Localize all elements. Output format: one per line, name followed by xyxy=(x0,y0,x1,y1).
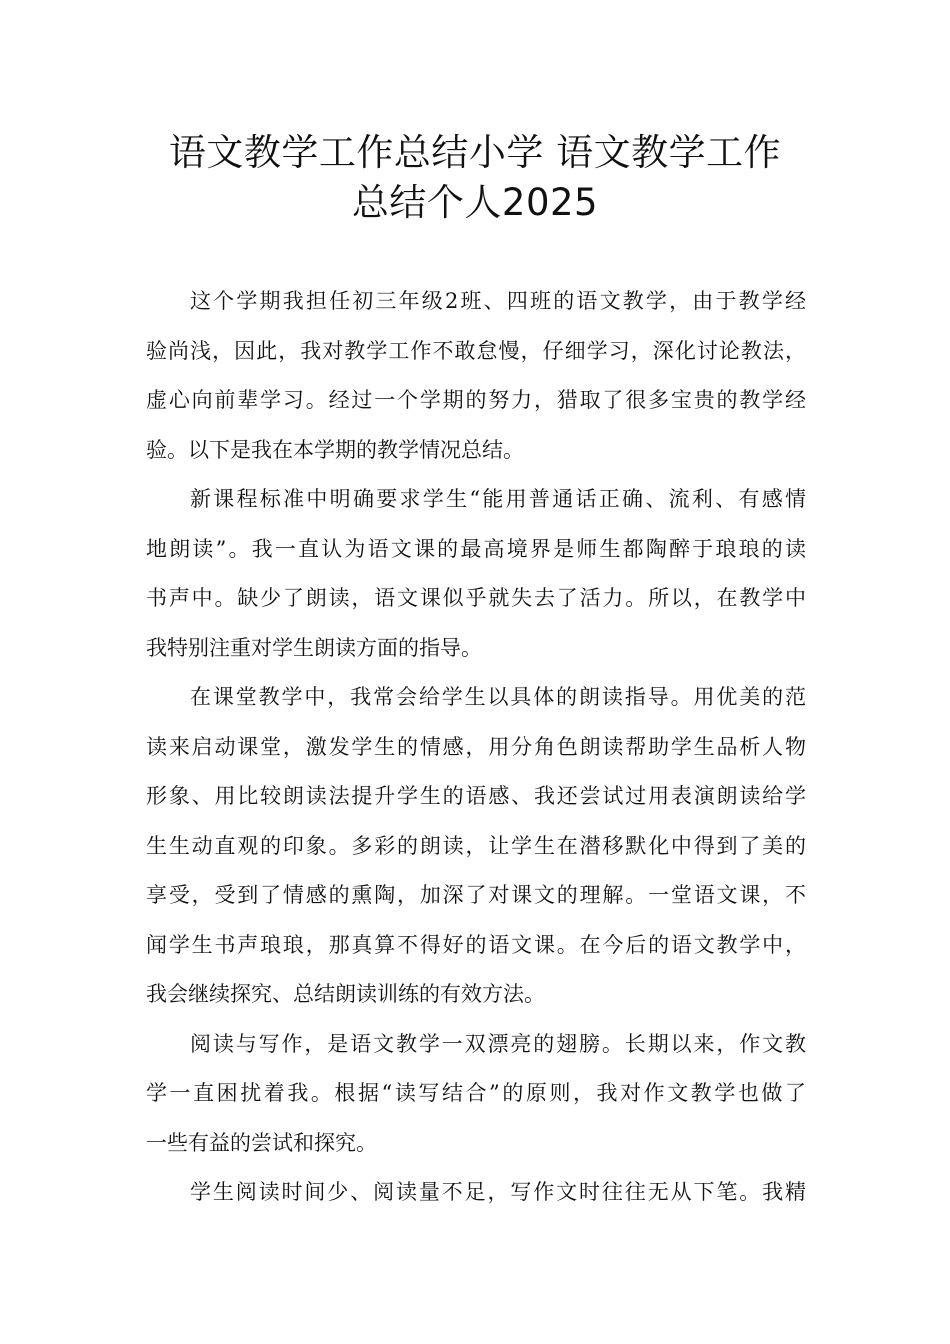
text-line: 闻学生书声琅琅，那真算不得好的语文课。在今后的语文教学中， xyxy=(146,933,806,957)
text-line: 享受，受到了情感的熏陶，加深了对课文的理解。一堂语文课，不 xyxy=(146,883,806,907)
text-line: 形象、用比较朗读法提升学生的语感、我还尝试过用表演朗读给学 xyxy=(146,784,806,808)
text-line: 我特别注重对学生朗读方面的指导。 xyxy=(146,636,482,660)
text-line: 验。以下是我在本学期的教学情况总结。 xyxy=(146,438,524,462)
text-line: 在课堂教学中，我常会给学生以具体的朗读指导。用优美的范 xyxy=(190,685,806,709)
text-line: 新课程标准中明确要求学生“能用普通话正确、流利、有感情 xyxy=(190,487,806,511)
text-line: 虚心向前辈学习。经过一个学期的努力，猎取了很多宝贵的教学经 xyxy=(146,388,806,412)
text-line: 验尚浅，因此，我对教学工作不敢怠慢，仔细学习，深化讨论教法， xyxy=(146,339,806,363)
text-line: 读来启动课堂，激发学生的情感，用分角色朗读帮助学生品析人物 xyxy=(146,735,806,759)
text-line: 我会继续探究、总结朗读训练的有效方法。 xyxy=(146,982,545,1006)
text-line: 学生阅读时间少、阅读量不足，写作文时往往无从下笔。我精 xyxy=(190,1180,806,1204)
text-line: 一些有益的尝试和探究。 xyxy=(146,1131,377,1155)
text-line: 书声中。缺少了朗读，语文课似乎就失去了活力。所以，在教学中 xyxy=(146,586,806,610)
text-line: 这个学期我担任初三年级2班、四班的语文教学，由于教学经 xyxy=(190,289,806,313)
text-line: 地朗读”。我一直认为语文课的最高境界是师生都陶醉于琅琅的读 xyxy=(146,537,806,561)
text-line: 阅读与写作，是语文教学一双漂亮的翅膀。长期以来，作文教 xyxy=(190,1032,806,1056)
document-title-line-2: 总结个人2025 xyxy=(351,181,599,224)
document-title-line-1: 语文教学工作总结小学 语文教学工作 xyxy=(168,131,782,174)
text-line: 生生动直观的印象。多彩的朗读，让学生在潜移默化中得到了美的 xyxy=(146,834,806,858)
text-line: 学一直困扰着我。根据“读写结合”的原则，我对作文教学也做了 xyxy=(146,1081,806,1105)
